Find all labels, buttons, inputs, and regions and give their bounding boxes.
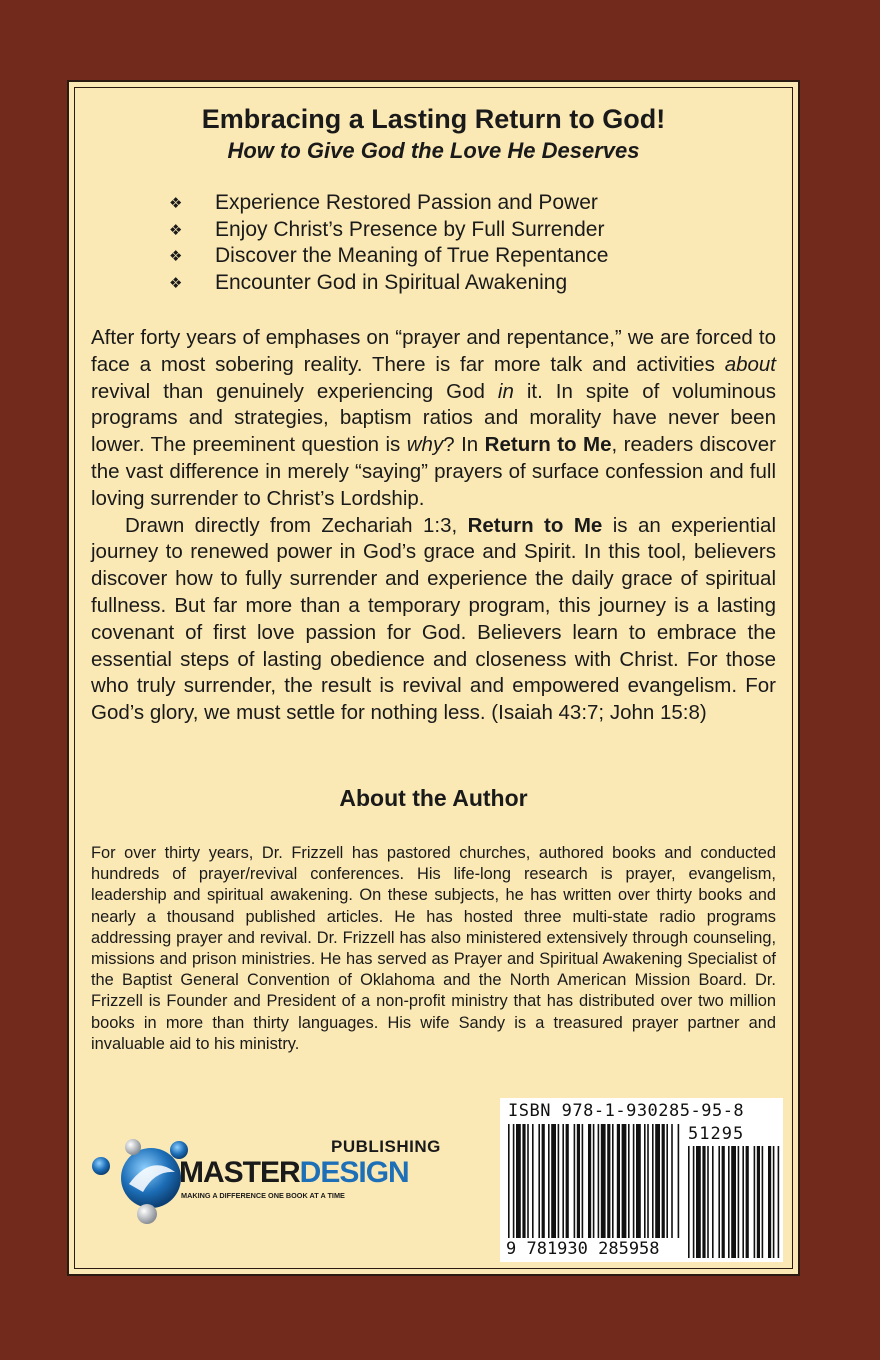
about-author-text <box>91 843 776 1055</box>
publisher-tagline: MAKING A DIFFERENCE ONE BOOK AT A TIME <box>181 1191 345 1200</box>
book-title-reference: Return to Me <box>467 513 603 537</box>
text-run: ? In <box>443 433 485 457</box>
author-bio: For over thirty years, Dr. Frizzell has pastored churches, authored books and conducted hundreds of prayer/revival conferences. His life-long research is prayer, evangelism, leadership and spiritual awakening. On these subjects, he has written over thirty books and nearly a thousand published articles. He has hosted three multi-state radio programs addressing prayer and revival. Dr. Frizzell has also ministered extensively through counseling, missions and prison ministries. He has served as Prayer and Spiritual Awakening Specialist of the Baptist General Convention of Oklahoma and the North American Mission Board. Dr. Frizzell is Founder and President of a non-profit ministry that has distributed over two million books in more than thirty languages. His wife Sandy is a treasured prayer partner and invaluable aid to his ministry. <box>91 844 776 1053</box>
isbn-barcode <box>500 1098 783 1262</box>
publisher-name <box>179 1156 409 1190</box>
text-run: revival than genuinely experiencing God <box>91 379 498 403</box>
emphasis: in <box>497 379 514 403</box>
description-paragraph-2 <box>91 513 776 727</box>
text-run: it. In spite of voluminous programs and strategies, baptism ratios and morality have never been lower. The preeminent question is <box>91 379 776 457</box>
isbn-number: ISBN 978-1-930285-95-8 <box>508 1101 745 1121</box>
emphasis: why <box>406 433 444 457</box>
feature-item <box>169 270 608 297</box>
ean-number: 9 781930 285958 <box>506 1239 660 1259</box>
description <box>91 325 776 727</box>
feature-list <box>169 190 608 296</box>
publisher-name-master: MASTER <box>179 1156 300 1189</box>
about-author-heading: About the Author <box>339 785 528 811</box>
text-run: is an experiential journey to renewed power in God’s grace and Spirit. In this tool, believers discover how to fully surrender and experience the daily grace of spiritual fullness. But far more than a temporary program, this journey is a lasting covenant of first love passion for God. Believers learn to embrace the essential steps of lasting obedience and closeness with Christ. For those who truly surrender, the result is revival and empowered evangelism. For God’s glory, we must settle for nothing less. (Isaiah 43:7; John 15:8) <box>91 513 776 725</box>
feature-item <box>169 243 608 270</box>
diamond-bullet-icon: ❖ <box>169 195 183 212</box>
diamond-bullet-icon: ❖ <box>169 248 183 265</box>
text-run: Drawn directly from Zechariah 1:3, <box>125 513 468 537</box>
feature-item <box>169 217 608 244</box>
diamond-bullet-icon: ❖ <box>169 221 183 239</box>
feature-text: Encounter God in Spiritual Awakening <box>215 270 568 294</box>
back-cover-panel <box>67 80 800 1276</box>
book-title-reference: Return to Me <box>484 433 612 457</box>
feature-text: Experience Restored Passion and Power <box>215 191 598 214</box>
cover-title: Embracing a Lasting Return to God! <box>201 104 666 134</box>
emphasis: about <box>724 352 776 376</box>
description-paragraph-1 <box>91 325 776 513</box>
feature-text: Enjoy Christ’s Presence by Full Surrender <box>215 217 605 241</box>
publisher-publishing-label: PUBLISHING <box>331 1137 441 1156</box>
feature-text: Discover the Meaning of True Repentance <box>215 244 609 267</box>
text-run: After forty years of emphases on “prayer and repentance,” we are forced to face a most sobering reality. There is far more talk and activities <box>91 326 776 376</box>
feature-item <box>169 190 608 217</box>
publisher-name-design: DESIGN <box>299 1156 409 1189</box>
diamond-bullet-icon: ❖ <box>169 274 183 292</box>
price-addon-number: 51295 <box>688 1124 745 1144</box>
cover-subtitle: How to Give God the Love He Deserves <box>227 138 640 163</box>
barcode-bars-icon <box>500 1098 783 1262</box>
text-run: , readers discover the vast difference in merely “saying” prayers of surface confession and full loving surrender to Christ’s Lordship. <box>91 433 777 510</box>
